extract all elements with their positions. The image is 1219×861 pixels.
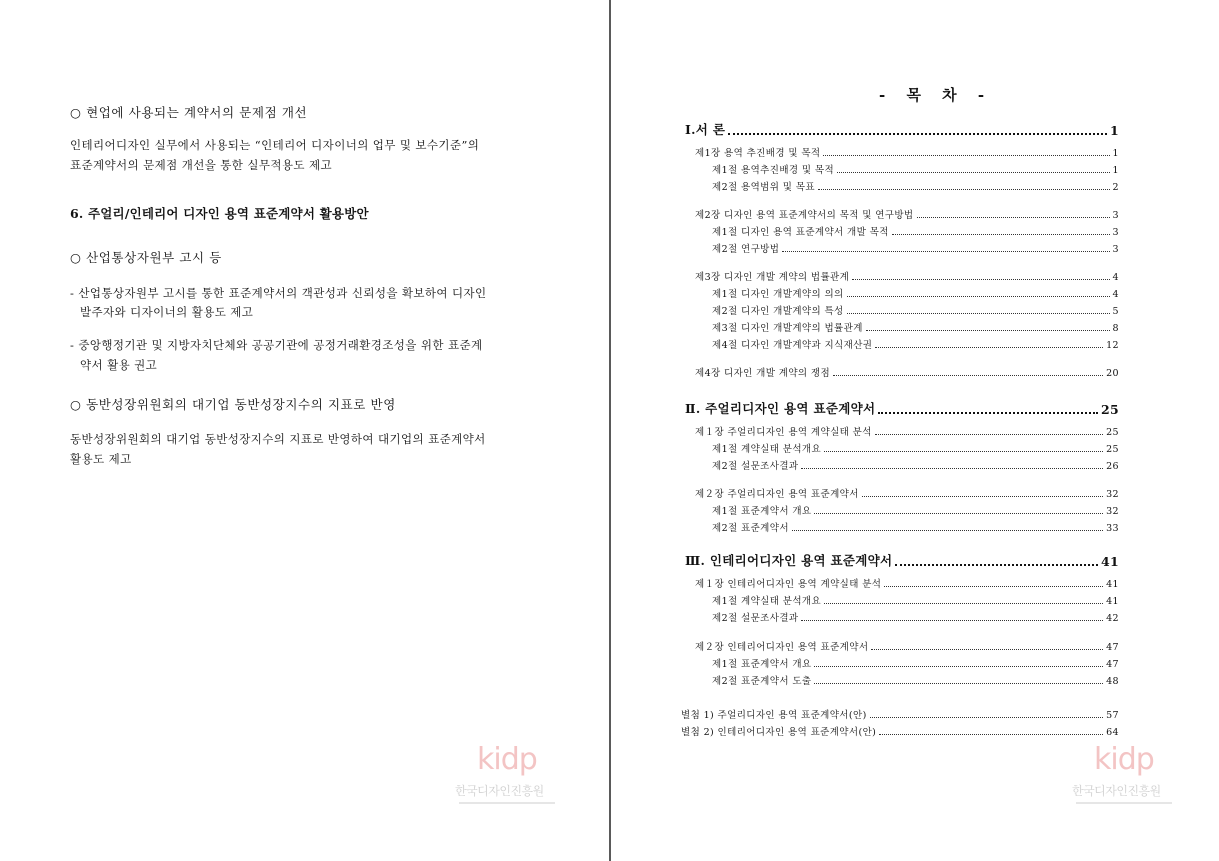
kidp-watermark	[1072, 742, 1182, 822]
toc-page: 20	[1106, 368, 1119, 379]
toc-label: Ⅰ.서 론	[685, 122, 726, 137]
kidp-watermark	[455, 742, 565, 822]
toc-page: 57	[1106, 710, 1119, 721]
heading-shared-growth: ○ 동반성장위원회의 대기업 동반성장지수의 지표로 반영	[70, 397, 396, 412]
toc-page: 3	[1112, 210, 1119, 221]
leader-dots	[852, 279, 1109, 280]
toc-section[interactable]	[712, 674, 1119, 687]
toc-label: Ⅱ. 주얼리디자인 용역 표준계약서	[685, 401, 876, 416]
toc-label: 제3절 디자인 개발계약의 법률관계	[712, 323, 863, 334]
leader-dots	[847, 313, 1110, 314]
toc-label: 제２장 주얼리디자인 용역 표준계약서	[695, 489, 859, 500]
paragraph-line: 표준계약서의 문제점 개선을 통한 실무적용도 제고	[70, 158, 332, 172]
kidp-logo: kidp	[477, 742, 537, 777]
toc-section[interactable]	[712, 611, 1119, 624]
heading-ministry-notice: ○ 산업통상자원부 고시 등	[70, 250, 222, 265]
toc-page: 25	[1106, 427, 1119, 438]
right-page	[611, 0, 1219, 861]
toc-part-1[interactable]	[685, 122, 1119, 138]
toc-page: 41	[1106, 596, 1119, 607]
paragraph-line: 인테리어디자인 실무에서 사용되는 “인테리어 디자이너의 업무 및 보수기준”의	[70, 138, 480, 152]
toc-page: 3	[1112, 227, 1119, 238]
toc-page: 42	[1106, 613, 1119, 624]
toc-label: 제2절 설문조사결과	[712, 613, 799, 624]
toc-section[interactable]	[712, 321, 1119, 334]
toc-section[interactable]	[712, 657, 1119, 670]
toc-page: 2	[1112, 182, 1119, 193]
toc-section[interactable]	[712, 180, 1119, 193]
toc-page: 32	[1106, 506, 1119, 517]
toc-label: 제2절 디자인 개발계약의 특성	[712, 306, 844, 317]
toc-appendix[interactable]	[681, 708, 1119, 721]
leader-dots	[871, 649, 1103, 650]
toc-part-3[interactable]	[685, 553, 1119, 569]
toc-label: 제2절 연구방법	[712, 244, 780, 255]
toc-label: 별첨 1) 주얼리디자인 용역 표준계약서(안)	[681, 710, 867, 721]
toc-page: 25	[1101, 402, 1119, 417]
heading-contract-problems: ○ 현업에 사용되는 계약서의 문제점 개선	[70, 105, 308, 120]
leader-dots	[728, 133, 1107, 135]
toc-label: 제4절 디자인 개발계약과 지식재산권	[712, 340, 873, 351]
toc-label: 제1장 용역 추진배경 및 목적	[695, 148, 821, 159]
toc-label: 별첨 2) 인테리어디자인 용역 표준계약서(안)	[681, 727, 877, 738]
toc-page: 1	[1112, 148, 1119, 159]
toc-label: 제2절 표준계약서	[712, 523, 789, 534]
leader-dots	[782, 251, 1109, 252]
toc-chapter[interactable]	[695, 366, 1119, 379]
toc-section[interactable]	[712, 338, 1119, 351]
toc-label: 제１장 인테리어디자인 용역 계약실태 분석	[695, 579, 882, 590]
leader-dots	[895, 564, 1098, 566]
toc-label: 제3장 디자인 개발 계약의 법률관계	[695, 272, 850, 283]
watermark-rule	[459, 802, 555, 804]
toc-label: 제１장 주얼리디자인 용역 계약실태 분석	[695, 427, 872, 438]
bullet-line: - 중앙행정기관 및 지방자치단체와 공공기관에 공정거래환경조성을 위한 표준계	[70, 338, 483, 352]
leader-dots	[884, 586, 1103, 587]
toc-page: 47	[1106, 642, 1119, 653]
toc-page: 41	[1101, 554, 1119, 569]
toc-section[interactable]	[712, 504, 1119, 517]
toc-page: 5	[1112, 306, 1119, 317]
toc-label: 제1절 디자인 용역 표준계약서 개발 목적	[712, 227, 889, 238]
leader-dots	[792, 530, 1103, 531]
toc-page: 1	[1110, 123, 1119, 138]
leader-dots	[870, 717, 1103, 718]
toc-page: 41	[1106, 579, 1119, 590]
watermark-rule	[1076, 802, 1172, 804]
leader-dots	[878, 412, 1098, 414]
leader-dots	[837, 172, 1109, 173]
leader-dots	[824, 451, 1103, 452]
toc-label: 제2장 디자인 용역 표준계약서의 목적 및 연구방법	[695, 210, 914, 221]
toc-page: 25	[1106, 444, 1119, 455]
kidp-org-name: 한국디자인진흥원	[1072, 784, 1161, 798]
toc-label: 제1절 표준계약서 개요	[712, 506, 812, 517]
bullet-line: 약서 활용 권고	[80, 358, 158, 372]
leader-dots	[866, 330, 1110, 331]
leader-dots	[847, 296, 1110, 297]
leader-dots	[814, 666, 1103, 667]
toc-page: 4	[1112, 272, 1119, 283]
leader-dots	[875, 434, 1103, 435]
leader-dots	[875, 347, 1103, 348]
toc-part-2[interactable]	[685, 401, 1119, 417]
leader-dots	[917, 217, 1110, 218]
toc-page: 33	[1106, 523, 1119, 534]
toc-section[interactable]	[712, 521, 1119, 534]
toc-page: 32	[1106, 489, 1119, 500]
kidp-org-name: 한국디자인진흥원	[455, 784, 544, 798]
toc-chapter[interactable]	[695, 208, 1119, 221]
leader-dots	[814, 683, 1103, 684]
kidp-logo: kidp	[1094, 742, 1154, 777]
toc-section[interactable]	[712, 242, 1119, 255]
leader-dots	[892, 234, 1110, 235]
toc-chapter[interactable]	[695, 425, 1119, 438]
toc-chapter[interactable]	[695, 640, 1119, 653]
toc-label: Ⅲ. 인테리어디자인 용역 표준계약서	[685, 553, 893, 568]
toc-label: 제1절 용역추진배경 및 목적	[712, 165, 835, 176]
toc-chapter[interactable]	[695, 270, 1119, 283]
toc-page: 12	[1106, 340, 1119, 351]
leader-dots	[814, 513, 1103, 514]
toc-page: 47	[1106, 659, 1119, 670]
toc-label: 제2절 설문조사결과	[712, 461, 799, 472]
toc-label: 제1절 계약실태 분석개요	[712, 596, 822, 607]
toc-page: 4	[1112, 289, 1119, 300]
toc-label: 제1절 표준계약서 개요	[712, 659, 812, 670]
toc-chapter[interactable]	[695, 146, 1119, 159]
leader-dots	[801, 620, 1103, 621]
toc-title: - 목 차 -	[879, 86, 993, 104]
toc-page: 1	[1112, 165, 1119, 176]
toc-label: 제1절 계약실태 분석개요	[712, 444, 822, 455]
toc-label: 제２장 인테리어디자인 용역 표준계약서	[695, 642, 869, 653]
toc-section[interactable]	[712, 459, 1119, 472]
bullet-line: 발주자와 디자이너의 활용도 제고	[80, 305, 254, 319]
leader-dots	[818, 189, 1110, 190]
toc-section[interactable]	[712, 287, 1119, 300]
toc-label: 제1절 디자인 개발계약의 의의	[712, 289, 844, 300]
leader-dots	[823, 155, 1109, 156]
leader-dots	[801, 468, 1103, 469]
toc-label: 제2절 표준계약서 도출	[712, 676, 812, 687]
toc-chapter[interactable]	[695, 577, 1119, 590]
leader-dots	[833, 375, 1103, 376]
toc-section[interactable]	[712, 594, 1119, 607]
paragraph-line: 활용도 제고	[70, 452, 132, 466]
section-heading-6: 6. 주얼리/인테리어 디자인 용역 표준계약서 활용방안	[70, 206, 369, 221]
left-page	[0, 0, 609, 861]
leader-dots	[824, 603, 1103, 604]
toc-page: 3	[1112, 244, 1119, 255]
toc-page: 48	[1106, 676, 1119, 687]
toc-page: 26	[1106, 461, 1119, 472]
paragraph-line: 동반성장위원회의 대기업 동반성장지수의 지표로 반영하여 대기업의 표준계약서	[70, 432, 486, 446]
toc-page: 8	[1112, 323, 1119, 334]
leader-dots	[862, 496, 1103, 497]
bullet-line: - 산업통상자원부 고시를 통한 표준계약서의 객관성과 신뢰성을 확보하여 디자인	[70, 286, 487, 300]
toc-section[interactable]	[712, 225, 1119, 238]
toc-page: 64	[1106, 727, 1119, 738]
leader-dots	[879, 734, 1103, 735]
toc-appendix[interactable]	[681, 725, 1119, 738]
toc-label: 제2절 용역범위 및 목표	[712, 182, 815, 193]
toc-section[interactable]	[712, 304, 1119, 317]
toc-section[interactable]	[712, 442, 1119, 455]
toc-chapter[interactable]	[695, 487, 1119, 500]
toc-section[interactable]	[712, 163, 1119, 176]
toc-label: 제4장 디자인 개발 계약의 쟁점	[695, 368, 831, 379]
